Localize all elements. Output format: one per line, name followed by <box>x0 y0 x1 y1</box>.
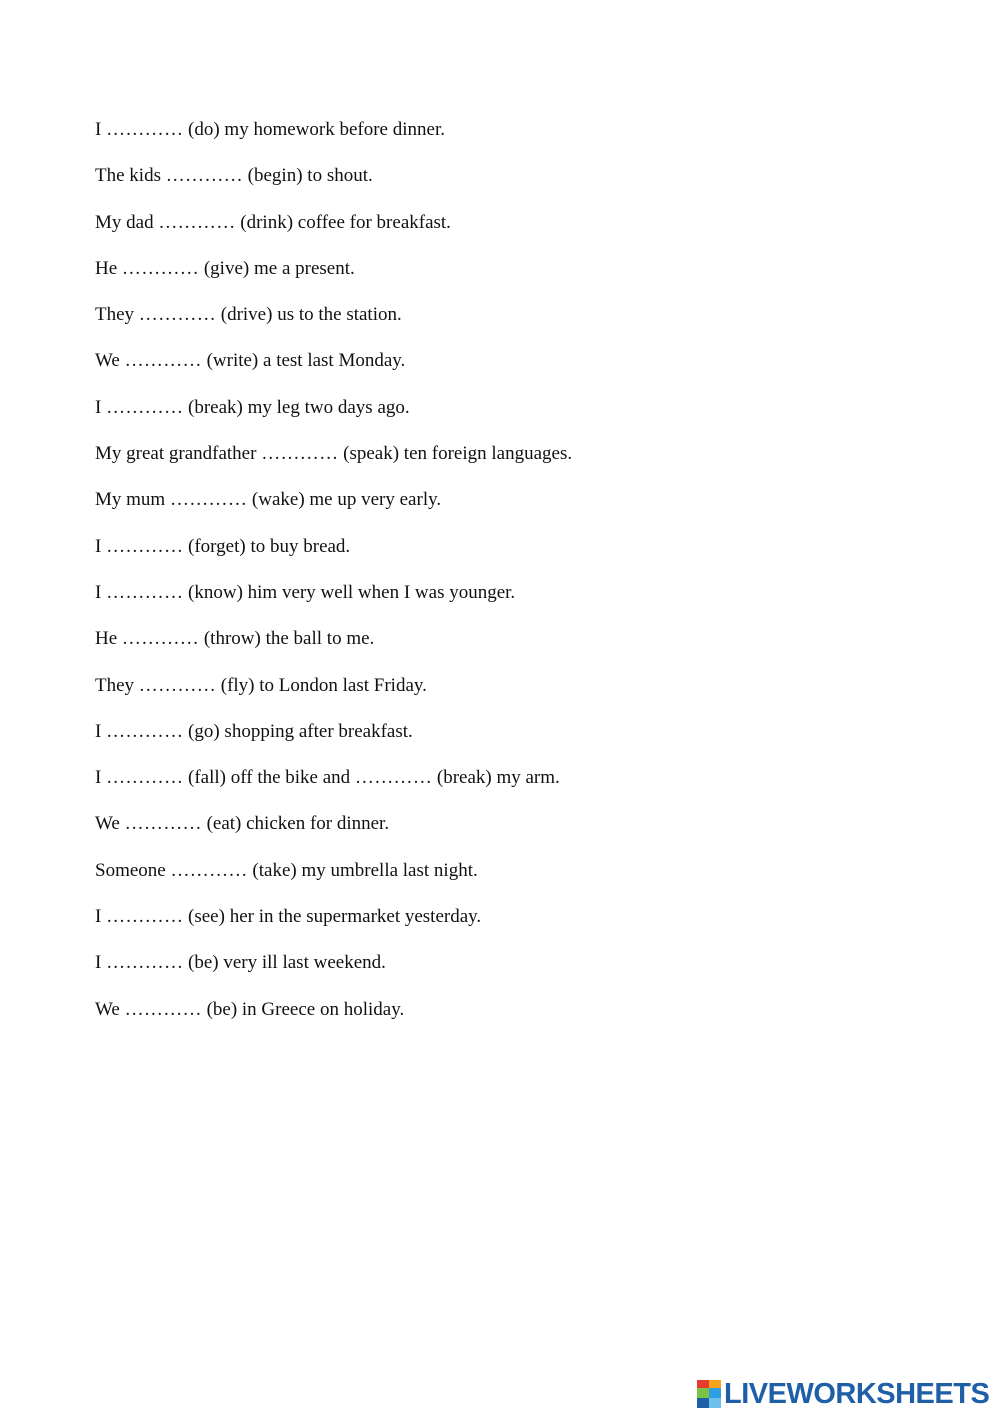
sentence-subject: They <box>95 304 135 326</box>
sentence-subject: My great grandfather <box>95 443 257 465</box>
sentence-4 <box>95 256 955 302</box>
sentence-middle: (fall) off the bike and <box>188 767 351 789</box>
sentence-rest: (take) my umbrella last night. <box>252 859 478 881</box>
answer-blank[interactable]: ………… <box>169 489 248 511</box>
answer-blank[interactable]: ………… <box>170 859 248 881</box>
sentence-subject: I <box>95 906 102 928</box>
answer-blank[interactable]: ………… <box>106 535 184 557</box>
logo-block-cyan <box>709 1388 721 1398</box>
sentence-subject: I <box>95 581 102 603</box>
sentence-17 <box>95 858 955 904</box>
sentence-2 <box>95 163 955 209</box>
answer-blank[interactable]: ………… <box>106 767 184 789</box>
sentence-rest: (forget) to buy bread. <box>188 535 351 557</box>
answer-blank[interactable]: ………… <box>124 813 202 835</box>
logo-mark-icon <box>697 1380 721 1408</box>
answer-blank[interactable]: ………… <box>158 211 236 233</box>
sentence-rest: (do) my homework before dinner. <box>188 119 445 140</box>
sentence-rest: (speak) ten foreign languages. <box>343 443 573 465</box>
sentence-8 <box>95 441 955 487</box>
logo-block-orange <box>709 1380 721 1388</box>
sentence-subject: I <box>95 119 102 140</box>
sentence-1 <box>95 117 955 163</box>
answer-blank-2[interactable]: ………… <box>354 767 433 789</box>
sentence-rest: (begin) to shout. <box>247 165 373 187</box>
sentence-6 <box>95 348 955 394</box>
sentence-rest: (drink) coffee for breakfast. <box>240 211 451 233</box>
sentence-rest: (eat) chicken for dinner. <box>206 813 390 835</box>
answer-blank[interactable]: ………… <box>138 304 216 326</box>
sentence-rest: (fly) to London last Friday. <box>220 674 427 696</box>
sentence-subject: I <box>95 952 102 974</box>
sentence-subject: My mum <box>95 489 166 511</box>
sentence-rest: (throw) the ball to me. <box>203 628 375 650</box>
sentence-11 <box>95 580 955 626</box>
sentence-subject: We <box>95 813 120 835</box>
answer-blank[interactable]: ………… <box>138 674 216 696</box>
sentence-16 <box>95 811 955 857</box>
sentence-5 <box>95 302 955 348</box>
sentence-9 <box>95 487 955 533</box>
logo-block-red <box>697 1380 709 1388</box>
sentence-rest: (see) her in the supermarket yesterday. <box>188 906 482 928</box>
sentence-rest: (write) a test last Monday. <box>206 350 406 372</box>
sentence-14 <box>95 719 955 765</box>
sentence-3 <box>95 210 955 256</box>
answer-blank[interactable]: ………… <box>124 350 202 372</box>
sentence-rest: (be) in Greece on holiday. <box>206 998 405 1020</box>
sentence-subject: My dad <box>95 211 154 233</box>
liveworksheets-logo <box>697 1377 989 1411</box>
logo-text: LIVEWORKSHEETS <box>724 1378 990 1410</box>
answer-blank[interactable]: ………… <box>106 581 184 603</box>
sentence-rest: (give) me a present. <box>203 257 355 279</box>
answer-blank[interactable]: ………… <box>165 165 243 187</box>
answer-blank[interactable]: ………… <box>106 952 184 974</box>
answer-blank[interactable]: ………… <box>106 396 184 418</box>
answer-blank[interactable]: ………… <box>106 720 184 742</box>
sentence-rest: (drive) us to the station. <box>220 304 402 326</box>
sentence-subject: The kids <box>95 165 161 187</box>
sentence-rest: (break) my arm. <box>436 767 560 789</box>
sentence-13 <box>95 673 955 719</box>
sentence-subject: He <box>95 628 118 650</box>
sentence-20 <box>95 997 955 1043</box>
answer-blank[interactable]: ………… <box>106 906 184 928</box>
sentence-10 <box>95 534 955 580</box>
sentence-rest: (go) shopping after breakfast. <box>188 720 413 742</box>
worksheet-body <box>95 117 955 1043</box>
answer-blank[interactable]: ………… <box>121 628 200 650</box>
sentence-subject: We <box>95 998 120 1020</box>
sentence-18 <box>95 904 955 950</box>
sentence-rest: (know) him very well when I was younger. <box>188 581 516 603</box>
sentence-subject: I <box>95 396 102 418</box>
answer-blank[interactable]: ………… <box>121 257 200 279</box>
sentence-subject: I <box>95 767 102 789</box>
sentence-rest: (break) my leg two days ago. <box>188 396 410 418</box>
logo-block-green <box>697 1388 709 1398</box>
sentence-19 <box>95 950 955 996</box>
sentence-12 <box>95 626 955 672</box>
logo-block-blue <box>697 1398 709 1408</box>
sentence-subject: I <box>95 720 102 742</box>
logo-block-lightblue <box>709 1398 721 1408</box>
sentence-subject: I <box>95 535 102 557</box>
sentence-rest: (wake) me up very early. <box>251 489 442 511</box>
sentence-subject: They <box>95 674 135 696</box>
sentence-subject: We <box>95 350 120 372</box>
sentence-7 <box>95 395 955 441</box>
answer-blank[interactable]: ………… <box>261 443 339 465</box>
answer-blank[interactable]: ………… <box>124 998 202 1020</box>
answer-blank[interactable]: ………… <box>106 119 184 140</box>
sentence-subject: He <box>95 257 118 279</box>
sentence-subject: Someone <box>95 859 166 881</box>
sentence-15 <box>95 765 955 811</box>
sentence-rest: (be) very ill last weekend. <box>188 952 386 974</box>
